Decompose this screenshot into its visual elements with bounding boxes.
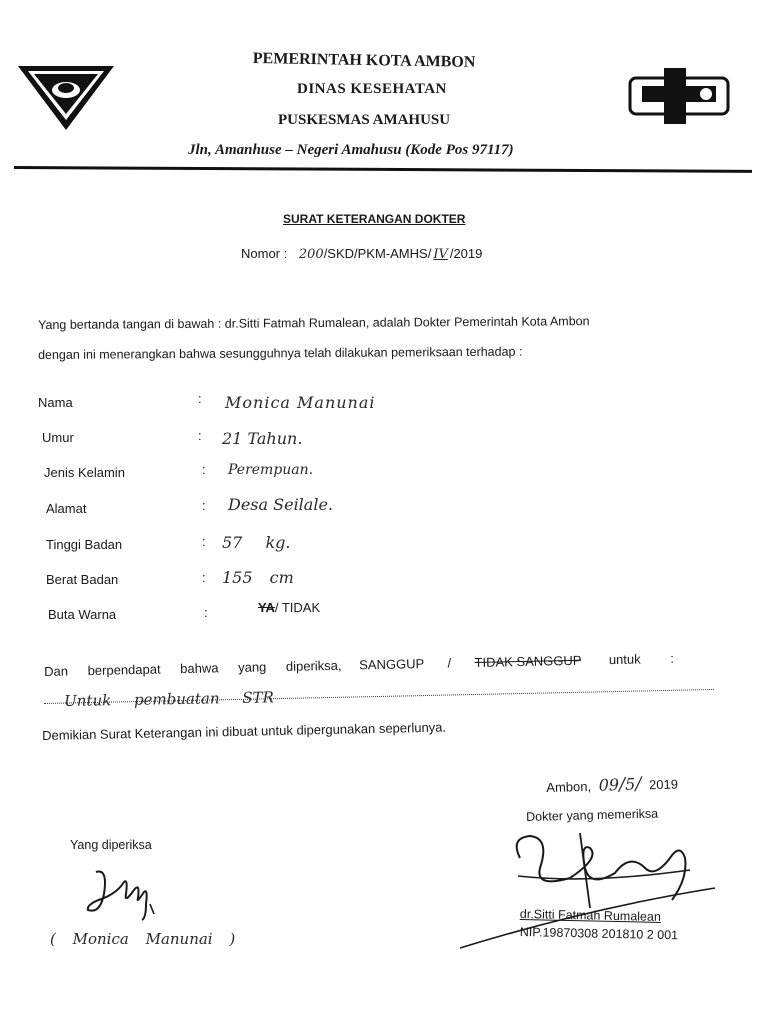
doctor-nip: NIP.19870308 201810 2 001 [519,925,679,943]
field-value-jenis-kelamin: Perempuan. [228,462,314,478]
conclusion-sanggup: SANGGUP [359,656,425,673]
buta-warna-value: / TIDAK [274,600,321,615]
letterhead-address: Jln, Amanhuse – Negeri Amahusu (Kode Pos 97117) [188,142,514,158]
nomor-line [241,246,482,262]
nomor-year: /2019 [449,246,483,261]
field-value-tinggi-badan: 57 kg. [222,533,291,552]
letterhead-line-2: DINAS KESEHATAN [297,81,447,97]
letterhead-line-3: PUSKESMAS AMAHUSU [278,112,451,128]
doctor-name: dr.Sitti Fatmah Rumalean [519,907,662,924]
field-label-alamat: Alamat [46,501,87,516]
field-colon: : [202,462,206,477]
field-value-umur: 21 Tahun. [222,429,303,448]
field-label-nama: Nama [38,395,73,410]
doctor-signature-icon [440,818,720,963]
nomor-label: Nomor : [241,246,288,261]
health-cross-logo-icon [628,66,730,131]
conclusion-slash: / [447,655,452,671]
field-label-buta-warna: Buta Warna [48,607,117,622]
nomor-number: 200 [298,247,324,262]
patient-heading: Yang diperiksa [70,838,152,852]
conclusion-line [44,650,724,679]
date-day: 09 [598,775,620,795]
conclusion-tidak-sanggup: TIDAK SANGGUP [474,652,582,670]
field-value-berat-badan: 155 cm [222,568,294,587]
document-title: SURAT KETERANGAN DOKTER [283,212,466,226]
doctor-heading: Dokter yang memeriksa [526,806,659,824]
closing-statement: Demikian Surat Keterangan ini dibuat untuk dipergunakan seperlunya. [42,719,447,743]
field-label-jenis-kelamin: Jenis Kelamin [44,465,125,480]
field-value-alamat: Desa Seilale. [228,495,334,514]
letterhead-divider [14,166,752,173]
intro-line-2: dengan ini menerangkan bahwa sesungguhnya telah dilakukan pemeriksaan terhadap : [38,344,523,362]
patient-name: ( Monica Manunai ) [50,930,236,948]
date-city: Ambon, [546,778,592,795]
date-month: 5 [624,774,636,794]
date-year: 2019 [648,776,679,793]
field-colon: : [198,391,202,406]
government-emblem-icon [16,62,116,137]
nomor-month: IV [433,247,448,262]
field-colon: : [202,534,206,549]
intro-line-1: Yang bertanda tangan di bawah : dr.Sitti Fatmah Rumalean, adalah Dokter Pemerintah Kota Ambon [38,314,590,332]
patient-signature-icon [84,864,164,929]
field-colon: : [202,570,206,585]
field-value-nama: Monica Manunai [225,393,376,412]
date-separator: / [635,773,642,795]
conclusion-suffix: untuk : [608,650,675,668]
conclusion-prefix: Dan berpendapat bahwa yang diperiksa, [44,657,342,679]
field-label-berat-badan: Berat Badan [46,572,119,587]
conclusion-purpose: Untuk pembuatan STR [64,688,275,710]
date-line [546,773,678,797]
field-colon: : [204,605,208,620]
letterhead-line-1: PEMERINTAH KOTA AMBON [252,50,476,71]
buta-warna-struck: YA [258,600,275,615]
field-colon: : [198,428,202,443]
date-separator: / [618,773,626,796]
field-value-buta-warna [258,600,320,615]
field-label-umur: Umur [42,430,74,445]
field-colon: : [202,498,206,513]
field-label-tinggi-badan: Tinggi Badan [46,537,123,552]
nomor-middle: /SKD/PKM-AMHS/ [323,246,432,261]
